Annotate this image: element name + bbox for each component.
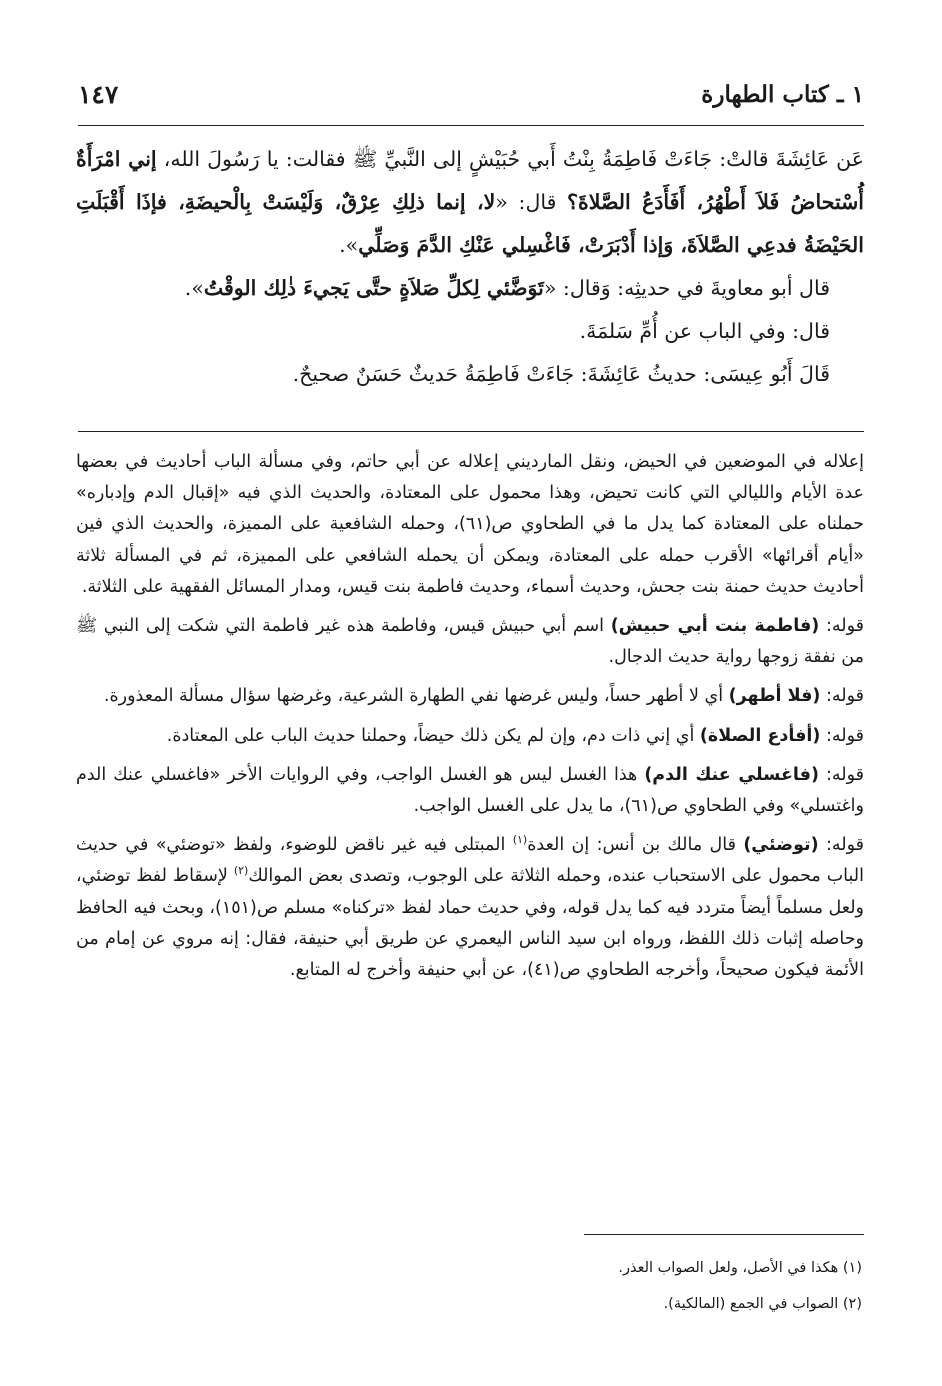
hadith-wudu-instruction: تَوَضَّئي لِكلِّ صَلاَةٍ حتَّى يَجيءَ ذٰلِك الوقْتُ	[203, 276, 544, 300]
commentary-note	[76, 760, 864, 822]
note-text: المبتلى فيه غير ناقض للوضوء، ولفظ «توضئي» في حديث الباب محمول على الاستحباب عنده، وحمله الثلاثة على الوجوب، وتصدى بعض الموالك	[76, 835, 864, 887]
note-lead: قوله:	[818, 835, 864, 856]
footnote-marker[interactable]: (٢)	[233, 864, 249, 878]
commentary-note-wudu	[76, 830, 864, 986]
hadith-narration: عَن عَائِشَةَ قالتْ: جَاءَتْ فَاطِمَةُ بِنْتُ أَبي حُبَيْشٍ إلى النَّبيِّ ﷺ فقالت: يا رَسُولَ الله،	[156, 147, 864, 171]
hadith-paragraph-2	[76, 267, 864, 310]
hadith-text	[76, 138, 864, 396]
running-header	[78, 74, 864, 114]
hadith-said: قال: «	[495, 190, 568, 214]
footnote-rule	[584, 1234, 864, 1235]
hadith-paragraph-3: قال: وفي الباب عن أُمِّ سَلمَةَ.	[579, 319, 830, 343]
note-text: هذا الغسل ليس هو الغسل الواجب، وفي الروايات الأخر «فاغسلي عنك الدم واغتسلي» وفي الطحاوي ص(٦١)، ما يدل على الغسل الواجب.	[76, 764, 864, 817]
commentary-intro: إعلاله في الموضعين في الحيض، ونقل المارديني إعلاله عن أبي حاتم، وفي مسألة الباب أحاديث في بعضها عدة الأيام والليالي التي كانت تحيض، وهذا محمول على المعتادة، والحديث الذي فيه «إقبال الدم وإدباره» حملناه على المعتادة كما يدل ما في الطحاوي ص(٦١)، وحمله الشافعية على المميزة، والحديث الذي فين «أيام أقرائها» الأقرب حمله على المعتادة، ويمكن أن يحمله الشافعي على المميزة، ثم في المسألة ثلاثة أحاديث حديث حمنة بنت جحش، وحديث أسماء، وحديث فاطمة بنت قيس، ومدار المسائل الفقهية على الثلاثة.	[76, 452, 864, 597]
footnote-1: (١) هكذا في الأصل، ولعل الصواب العذر.	[618, 1260, 862, 1276]
note-lead: قوله:	[820, 686, 864, 707]
note-text: قال مالك بن أنس: إن العدة	[527, 835, 744, 856]
note-lead: قوله:	[820, 725, 864, 746]
commentary-note	[76, 681, 864, 712]
note-term: (أفأدع الصلاة)	[699, 725, 821, 746]
hadith-grading: قَالَ أَبُو عِيسَى: حديثُ عَائِشَةَ: جَاءَتْ فَاطِمَةُ حَديثٌ حَسَنٌ صحيحٌ.	[292, 362, 830, 386]
header-rule	[78, 125, 864, 126]
note-lead: قوله:	[818, 764, 865, 785]
hadith-quote-close: ».	[339, 233, 359, 257]
hadith-question: إني امْرَأَةٌ أُسْتحاضُ فَلاَ أَطْهُرُ، أَفَأَدَعُ الصَّلاةَ؟	[76, 147, 864, 214]
page-number: ١٤٧	[78, 79, 119, 109]
section-rule	[78, 431, 864, 432]
note-term: (توضئي)	[743, 835, 819, 856]
commentary	[76, 447, 864, 994]
commentary-note	[76, 611, 864, 673]
footnotes	[78, 1250, 862, 1322]
hadith-answer: لا، إنما ذلِكِ عِرْقٌ، وَلَيْسَتْ بِالْحيضَةِ، فإذَا أَقْبَلَتِ الحَيْضَةُ فدعِي الصَّلاَةَ، وَإذا أَدْبَرَتْ، فَاغْسِلي عَنْكِ الدَّمَ وَصَلِّي	[76, 190, 864, 257]
note-term: (فلا أطهر)	[728, 686, 821, 707]
note-term: (فاغسلي عنك الدم)	[644, 764, 819, 785]
note-text: أي لا أطهر حساً، وليس غرضها نفي الطهارة الشرعية، وغرضها سؤال مسألة المعذورة.	[103, 686, 729, 707]
note-text: لإسقاط لفظ توضئي، ولعل مسلماً أيضاً متردد فيه كما يدل قوله، وفي حديث حماد لفظ «تركناه» مسلم ص(١٥١)، وبحث فيه الحافظ وحاصله إثبات ذلك اللفظ، ورواه ابن سيد الناس اليعمري عن طريق أبي حنيفة، فقال: إنه مروي عن إمام من الأئمة فيكون صحيحاً، وأخرجه الطحاوي ص(٤١)، عن أبي حنيفة وأخرج له المتابع.	[76, 866, 864, 981]
footnote-2: (٢) الصواب في الجمع (المالكية).	[663, 1296, 862, 1312]
note-text: أي إني ذات دم، وإن لم يكن ذلك حيضاً، وحملنا حديث الباب على المعتادة.	[166, 725, 700, 746]
commentary-note	[76, 721, 864, 752]
hadith-paragraph-1	[76, 138, 864, 267]
hadith-quote-close-2: ».	[184, 276, 204, 300]
chapter-title: ١ ـ كتاب الطهارة	[701, 80, 864, 108]
note-lead: قوله:	[819, 616, 864, 637]
note-term: (فاطمة بنت أبي حبيش)	[610, 616, 820, 637]
note-text: اسم أبي حبيش قيس، وفاطمة هذه غير فاطمة التي شكت إلى النبي ﷺ من نفقة زوجها رواية حديث الدجال.	[76, 616, 864, 668]
footnote-marker[interactable]: (١)	[512, 833, 528, 847]
hadith-narration-2: قال أبو معاويةَ في حديثِه: وَقال: «	[543, 276, 830, 300]
